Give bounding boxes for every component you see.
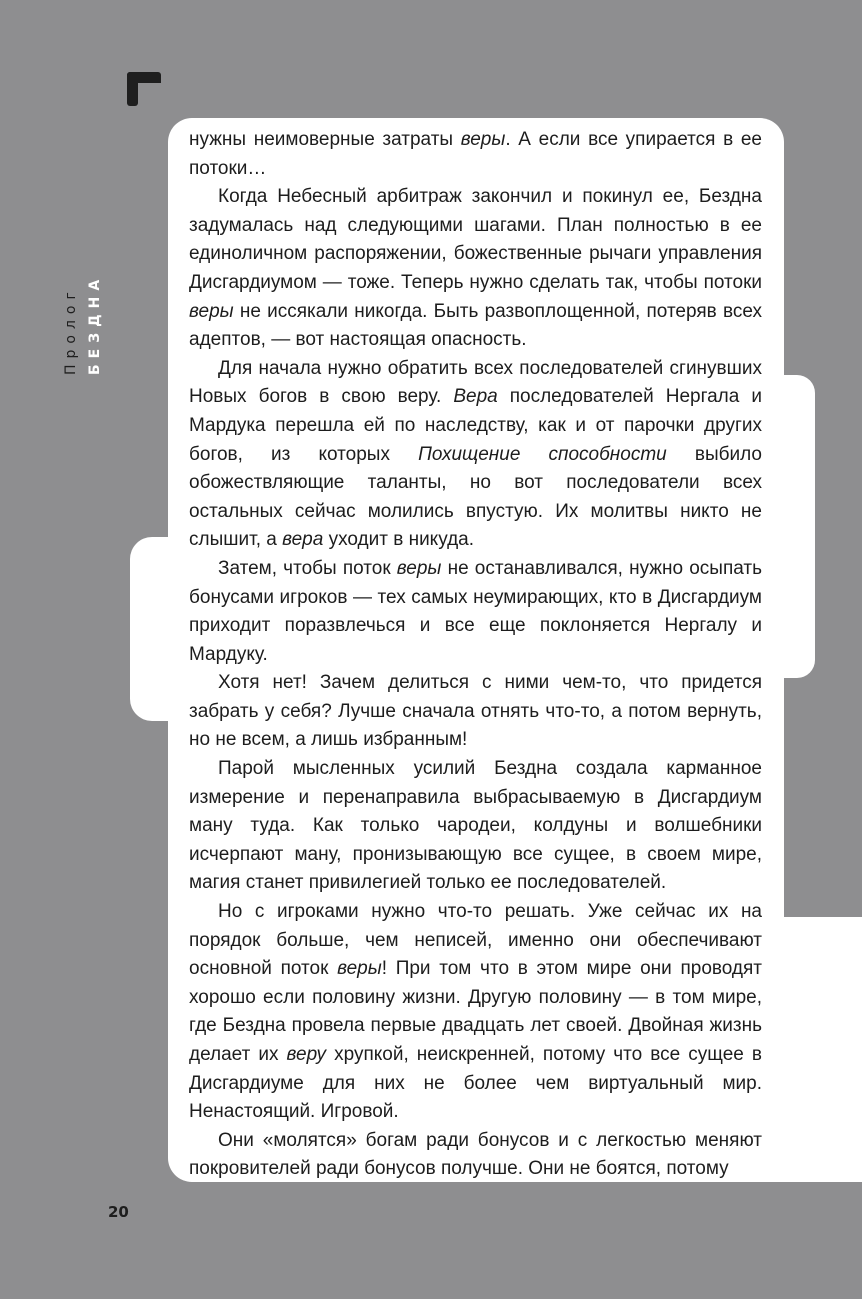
panel-tab-bottom bbox=[760, 917, 862, 1182]
paragraph: Хотя нет! Зачем делиться с ними чем-то, что придется забрать у себя? Лучше сначала отнять что-то, а потом вернуть, но не всем, а лишь избранным! bbox=[189, 672, 762, 751]
emphasis-text: веры bbox=[460, 129, 506, 150]
emphasis-text: веру bbox=[286, 1044, 327, 1065]
paragraph: Для начала нужно обратить всех последователей сгинувших Новых богов в свою веру. Вера последователей Нергала и Мардука перешла ей по наследству, как и от парочки других богов, из которых Похищение способности выбило обожествляющие таланты, но вот последователи всех остальных сейчас молились впустую. Их молитвы никто не слышит, а вера уходит в никуда. bbox=[189, 357, 762, 551]
page-number: 20 bbox=[108, 1203, 129, 1221]
emphasis-text: Похищение способности bbox=[418, 443, 667, 465]
panel-tab-right bbox=[760, 375, 815, 678]
paragraph: Парой мысленных усилий Бездна создала карманное измерение и перенаправила выбрасываемую в Дисгардиум ману туда. Как только чародеи, колдуны и волшебники исчерпают ману, пронизывающую все сущее, в своем мире, магия станет привилегией только ее последователей. bbox=[189, 758, 762, 894]
emphasis-text: веры bbox=[189, 300, 234, 322]
emphasis-text: веры bbox=[396, 557, 442, 579]
emphasis-text: веры bbox=[337, 958, 382, 980]
paragraph: Они «молятся» богам ради бонусов и с легкостью меняют покровителей ради бонусов получше. Они не боятся, потому bbox=[189, 1129, 762, 1180]
running-header bbox=[62, 235, 104, 375]
chapter-title: БЕЗДНА bbox=[87, 273, 103, 375]
emphasis-text: вера bbox=[282, 529, 324, 551]
section-label: Пролог bbox=[63, 286, 79, 375]
paragraph: нужны неимоверные затраты веры. А если все упирается в ее потоки… bbox=[189, 129, 762, 179]
paragraph: Когда Небесный арбитраж закончил и покинул ее, Бездна задумалась над следующими шагами. План полностью в ее единоличном распоряжении, божественные рычаги управления Дисгардиумом — тоже. Теперь нужно сделать так, чтобы потоки веры не иссякали никогда. Быть развоплощенной, потеряв всех адептов, — вот настоящая опасность. bbox=[189, 186, 762, 351]
corner-bracket-icon bbox=[127, 72, 161, 106]
emphasis-text: Вера bbox=[453, 386, 498, 408]
paragraph: Затем, чтобы поток веры не останавливался, нужно осыпать бонусами игроков — тех самых неумирающих, кто в Дисгардиум приходит поразвлечься и все еще поклоняется Нергалу и Мардуку. bbox=[189, 557, 762, 665]
paragraph: Но с игроками нужно что-то решать. Уже сейчас их на порядок больше, чем неписей, именно они обеспечивают основной поток веры! При том что в этом мире они проводят хорошо если половину жизни. Другую половину — в том мире, где Бездна провела первые двадцать лет своей. Двойная жизнь делает их веру хрупкой, неискренней, потому что все сущее в Дисгардиуме для них не более чем виртуальный мир. Ненастоящий. Игровой. bbox=[189, 901, 763, 1123]
page-text bbox=[189, 126, 762, 1184]
